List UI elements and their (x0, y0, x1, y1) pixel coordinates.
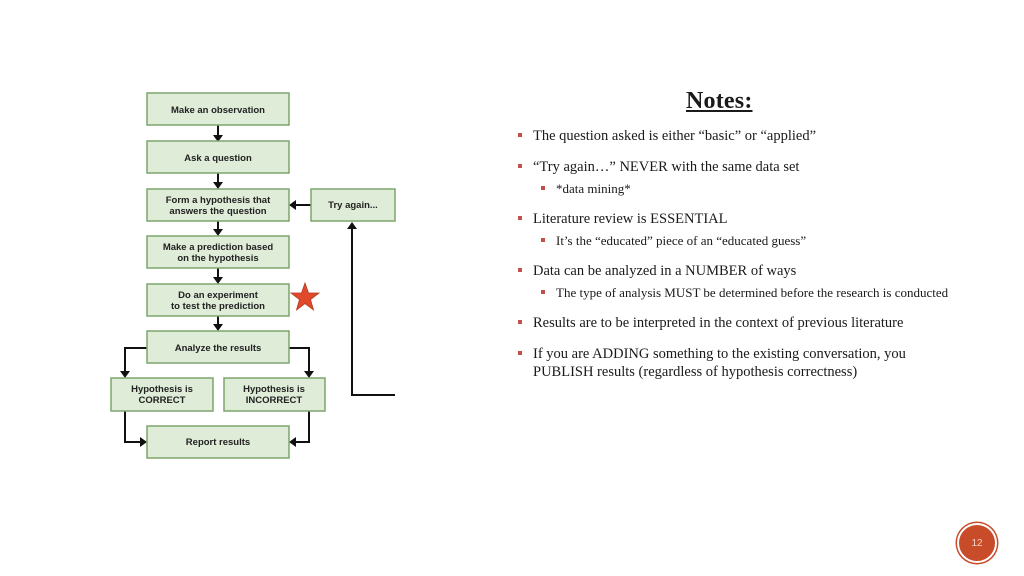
arrowhead (213, 229, 223, 236)
node-label: Try again... (328, 200, 378, 211)
arrowhead (289, 437, 296, 447)
node-label-line2: INCORRECT (245, 395, 303, 406)
notes-title: Notes: (686, 88, 753, 114)
note-text: Data can be analyzed in a NUMBER of ways (533, 263, 797, 279)
node-label-line1: Hypothesis is (243, 384, 305, 395)
node-label-line1: Form a hypothesis that (165, 195, 271, 206)
node-label: Analyze the results (174, 343, 262, 354)
page-number: 12 (971, 537, 983, 549)
node-label-line2: on the hypothesis (177, 253, 259, 264)
arrowhead (347, 222, 357, 229)
note-text: If you are ADDING something to the existing conversation, you PUBLISH results (regardless of hypothesis correctness) (533, 346, 906, 380)
arrowhead (213, 277, 223, 284)
sub-list (533, 180, 956, 197)
scientific-method-flowchart (0, 0, 420, 480)
arrowhead (213, 182, 223, 189)
arrowhead (304, 371, 314, 378)
sub-note-item: It’s the “educated” piece of an “educated guess” (533, 232, 956, 249)
node-report (147, 426, 289, 458)
note-text: Literature review is ESSENTIAL (533, 211, 728, 227)
node-label-line1: Make a prediction based (162, 242, 274, 253)
notes-list (516, 127, 956, 381)
arrowhead (140, 437, 147, 447)
note-item (516, 158, 956, 197)
sub-note-item: The type of analysis MUST be determined before the research is conducted (533, 284, 956, 301)
node-correct (111, 378, 213, 411)
arrow-incorrect-tryagain (352, 228, 395, 395)
node-try-again (311, 189, 395, 221)
note-item (516, 314, 956, 332)
page-number-badge (957, 523, 997, 563)
node-prediction (147, 236, 289, 268)
node-label-line2: CORRECT (138, 395, 186, 406)
note-item (516, 262, 956, 301)
node-label-line2: to test the prediction (171, 301, 265, 312)
node-incorrect (224, 378, 325, 411)
node-label: Ask a question (184, 153, 252, 164)
sub-list (533, 232, 956, 249)
node-label-line1: Do an experiment (178, 290, 258, 301)
node-observation (147, 93, 289, 125)
node-experiment (147, 284, 289, 316)
note-text: The question asked is either “basic” or “applied” (533, 128, 817, 144)
arrow-correct-report (125, 411, 141, 442)
note-item (516, 127, 956, 145)
node-label-line1: Hypothesis is (131, 384, 193, 395)
node-question (147, 141, 289, 173)
arrow-analyze-correct (125, 348, 147, 372)
sub-note-item: *data mining* (533, 180, 956, 197)
arrow-incorrect-report (296, 411, 309, 442)
node-analyze (147, 331, 289, 363)
arrowhead (120, 371, 130, 378)
note-text: Results are to be interpreted in the context of previous literature (533, 315, 904, 331)
sub-list (533, 284, 956, 301)
arrowhead (289, 200, 296, 210)
node-label: Report results (185, 437, 251, 448)
arrowhead (213, 324, 223, 331)
node-hypothesis (147, 189, 289, 221)
node-label: Make an observation (171, 105, 265, 116)
note-item (516, 345, 956, 381)
arrow-analyze-incorrect (289, 348, 309, 372)
star-icon (291, 283, 319, 310)
note-item (516, 210, 956, 249)
notes-panel (516, 88, 956, 394)
note-text: “Try again…” NEVER with the same data set (533, 159, 800, 175)
node-label-line2: answers the question (169, 206, 267, 217)
